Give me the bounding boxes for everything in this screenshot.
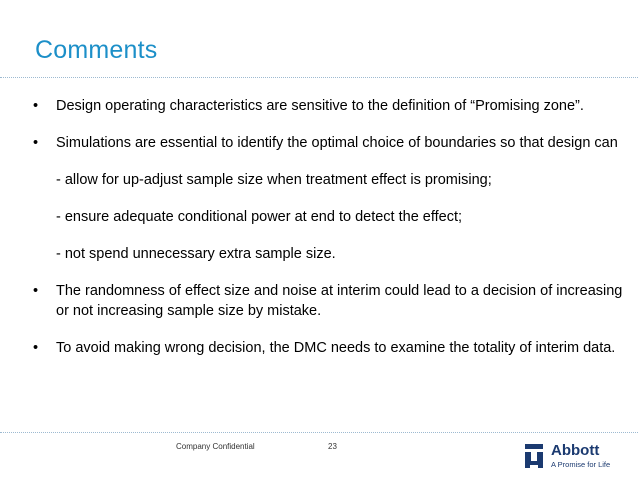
page-number: 23 xyxy=(328,442,337,451)
sub-point: - ensure adequate conditional power at end to detect the effect; xyxy=(56,209,463,225)
slide-title: Comments xyxy=(35,36,158,64)
logo-name: Abbott xyxy=(551,442,600,459)
company-logo xyxy=(524,443,632,473)
title-divider xyxy=(0,77,638,78)
bullet-text: To avoid making wrong decision, the DMC needs to examine the totality of interim data. xyxy=(56,340,616,356)
bullet-list xyxy=(33,96,623,375)
footer-confidential: Company Confidential xyxy=(176,442,255,451)
bullet-item xyxy=(33,133,623,264)
bullet-item xyxy=(33,281,623,321)
sub-point: - allow for up-adjust sample size when treatment effect is promising; xyxy=(56,172,492,188)
bullet-symbol: • xyxy=(33,98,39,114)
bullet-text: The randomness of effect size and noise at interim could lead to a decision of increasing or not increasing sample size by mistake. xyxy=(56,283,623,319)
footer-divider xyxy=(0,432,638,433)
sub-point: - not spend unnecessary extra sample size. xyxy=(56,246,336,262)
bullet-item xyxy=(33,96,623,116)
bullet-item xyxy=(33,338,623,358)
bullet-symbol: • xyxy=(33,135,39,151)
bullet-symbol: • xyxy=(33,283,39,299)
logo-tagline: A Promise for Life xyxy=(551,460,611,469)
bullet-symbol: • xyxy=(33,340,39,356)
abbott-logo-icon xyxy=(524,443,544,469)
bullet-text: Design operating characteristics are sensitive to the definition of “Promising zone”. xyxy=(56,98,584,114)
bullet-text: Simulations are essential to identify the optimal choice of boundaries so that design can xyxy=(56,135,618,151)
